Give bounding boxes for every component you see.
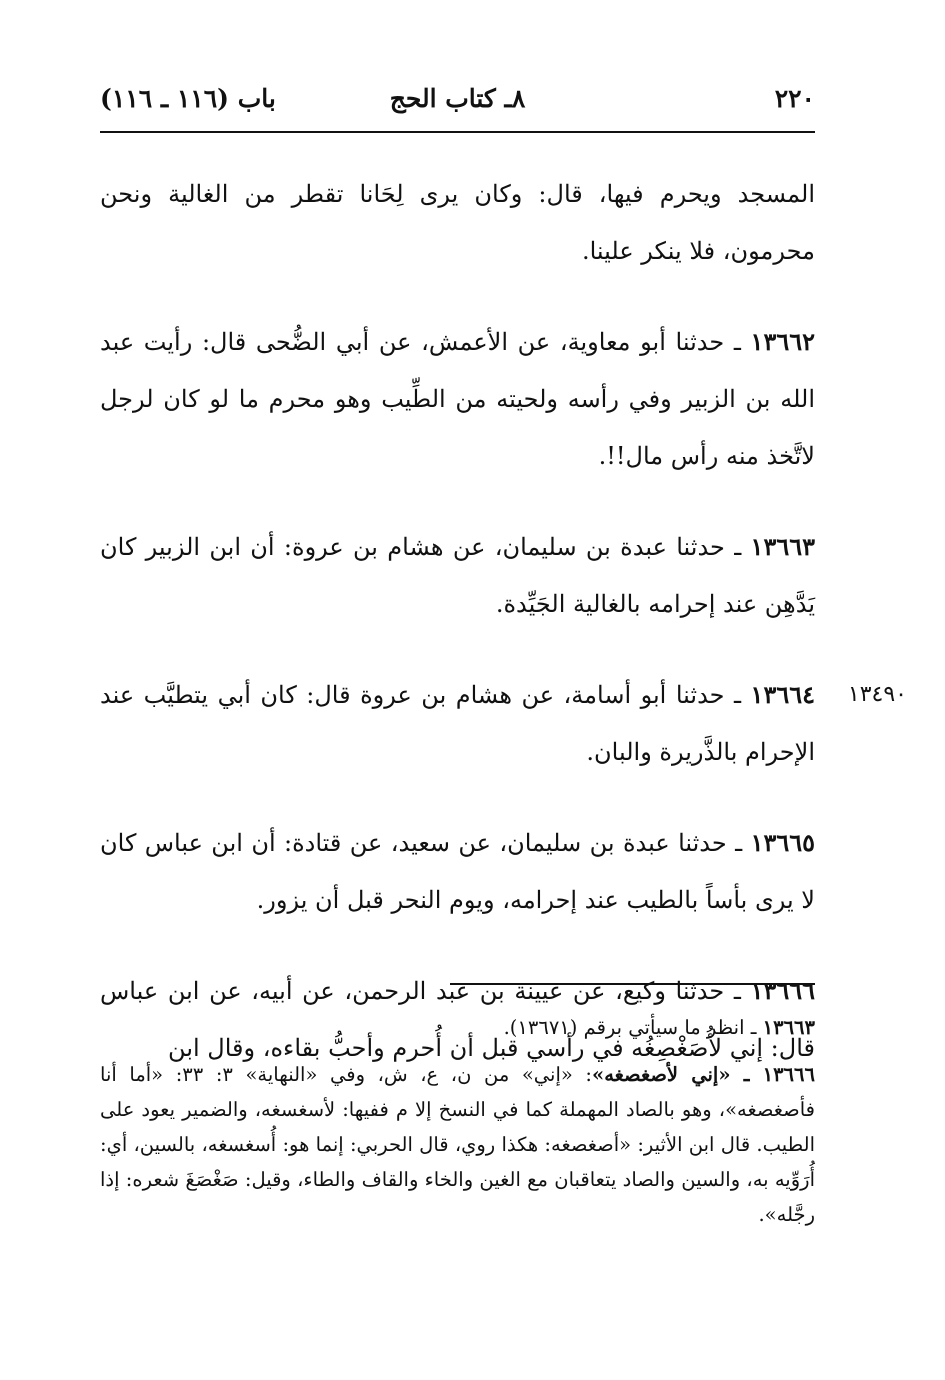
page-header — [100, 84, 815, 124]
paragraph-text: المسجد ويحرم فيها، قال: وكان يرى لِحَانا تقطر من الغالية ونحن محرمون، فلا ينكر علينا. — [100, 180, 815, 265]
footnote-number: ١٣٦٦٦ — [762, 1063, 815, 1086]
section-title: باب (١١٦ ـ ١١٦) — [100, 84, 276, 113]
hadith-text: ـ حدثنا عبدة بن سليمان، عن سعيد، عن قتادة: أن ابن عباس كان لا يرى بأساً بالطيب عند إحرامه، ويوم النحر قبل أن يزور. — [100, 829, 815, 914]
hadith-number: ١٣٦٦٥ — [750, 828, 816, 857]
hadith-13664 — [100, 666, 907, 781]
hadith-text: ـ حدثنا عبدة بن سليمان، عن هشام بن عروة: أن ابن الزبير كان يَدَّهِن عند إحرامه بالغالية الجَيِّدة. — [100, 533, 815, 618]
hadith-text: ـ حدثنا أبو أسامة، عن هشام بن عروة قال: كان أبي يتطيَّب عند الإحرام بالذَّريرة والبان. — [100, 681, 815, 766]
book-title: ٨ـ كتاب الحج — [389, 84, 526, 113]
margin-reference-number: ١٣٤٩٠ — [847, 682, 907, 707]
hadith-13665 — [100, 814, 815, 929]
paragraph — [100, 166, 815, 280]
page-number: ٢٢٠ — [774, 84, 815, 113]
hadith-text: ـ حدثنا أبو معاوية، عن الأعمش، عن أبي الضُّحى قال: رأيت عبد الله بن الزبير وفي رأسه ولحيته من الطِّيب وهو محرم ما لو كان لرجل لاتَّخذ منه رأس مال!!. — [100, 328, 815, 470]
hadith-13663 — [100, 518, 815, 633]
hadith-13662 — [100, 313, 815, 485]
hadith-number: ١٣٦٦٤ — [750, 680, 815, 709]
footnotes — [100, 1010, 815, 1244]
footnote-title: ـ «إني لأصغصغه» — [592, 1063, 763, 1086]
main-text — [100, 166, 907, 1110]
footnote-text: ـ انظر ما سيأتي برقم (١٣٦٧١). — [503, 1016, 763, 1039]
footnote-divider — [450, 983, 815, 985]
header-divider — [100, 131, 815, 133]
footnote-13666 — [100, 1057, 815, 1232]
footnote-13663 — [100, 1010, 815, 1045]
footnote-number: ١٣٦٦٣ — [762, 1016, 815, 1039]
hadith-text: ـ حدثنا وكيع، عن عيينة بن عبد الرحمن، عن أبيه، عن ابن عباس قال: إني لأُصَغْصِغُه في رأسي قبل أن أُحرم وأحبُّ بقاءه، وقال ابن — [100, 977, 815, 1062]
hadith-number: ١٣٦٦٣ — [750, 532, 815, 561]
hadith-number: ١٣٦٦٦ — [750, 976, 815, 1005]
hadith-number: ١٣٦٦٢ — [750, 327, 815, 356]
footnote-text: : «إني» من ن، ع، ش، وفي «النهاية» ٣: ٣٣: «أما أنا فأصغصغه»، وهو بالصاد المهملة كما في النسخ إلا م ففيها: لأسغسغه، والضمير يعود على الطيب. قال ابن الأثير: «أصغصغه: هكذا روي، قال الحربي: إنما هو: أُسغسغه، بالسين، أي: أُرَوِّيه به، والسين والصاد يتعاقبان مع الغين والخاء والقاف والطاء، وقيل: صَغْصَغَ شعره: إذا رجَّله». — [100, 1063, 815, 1226]
